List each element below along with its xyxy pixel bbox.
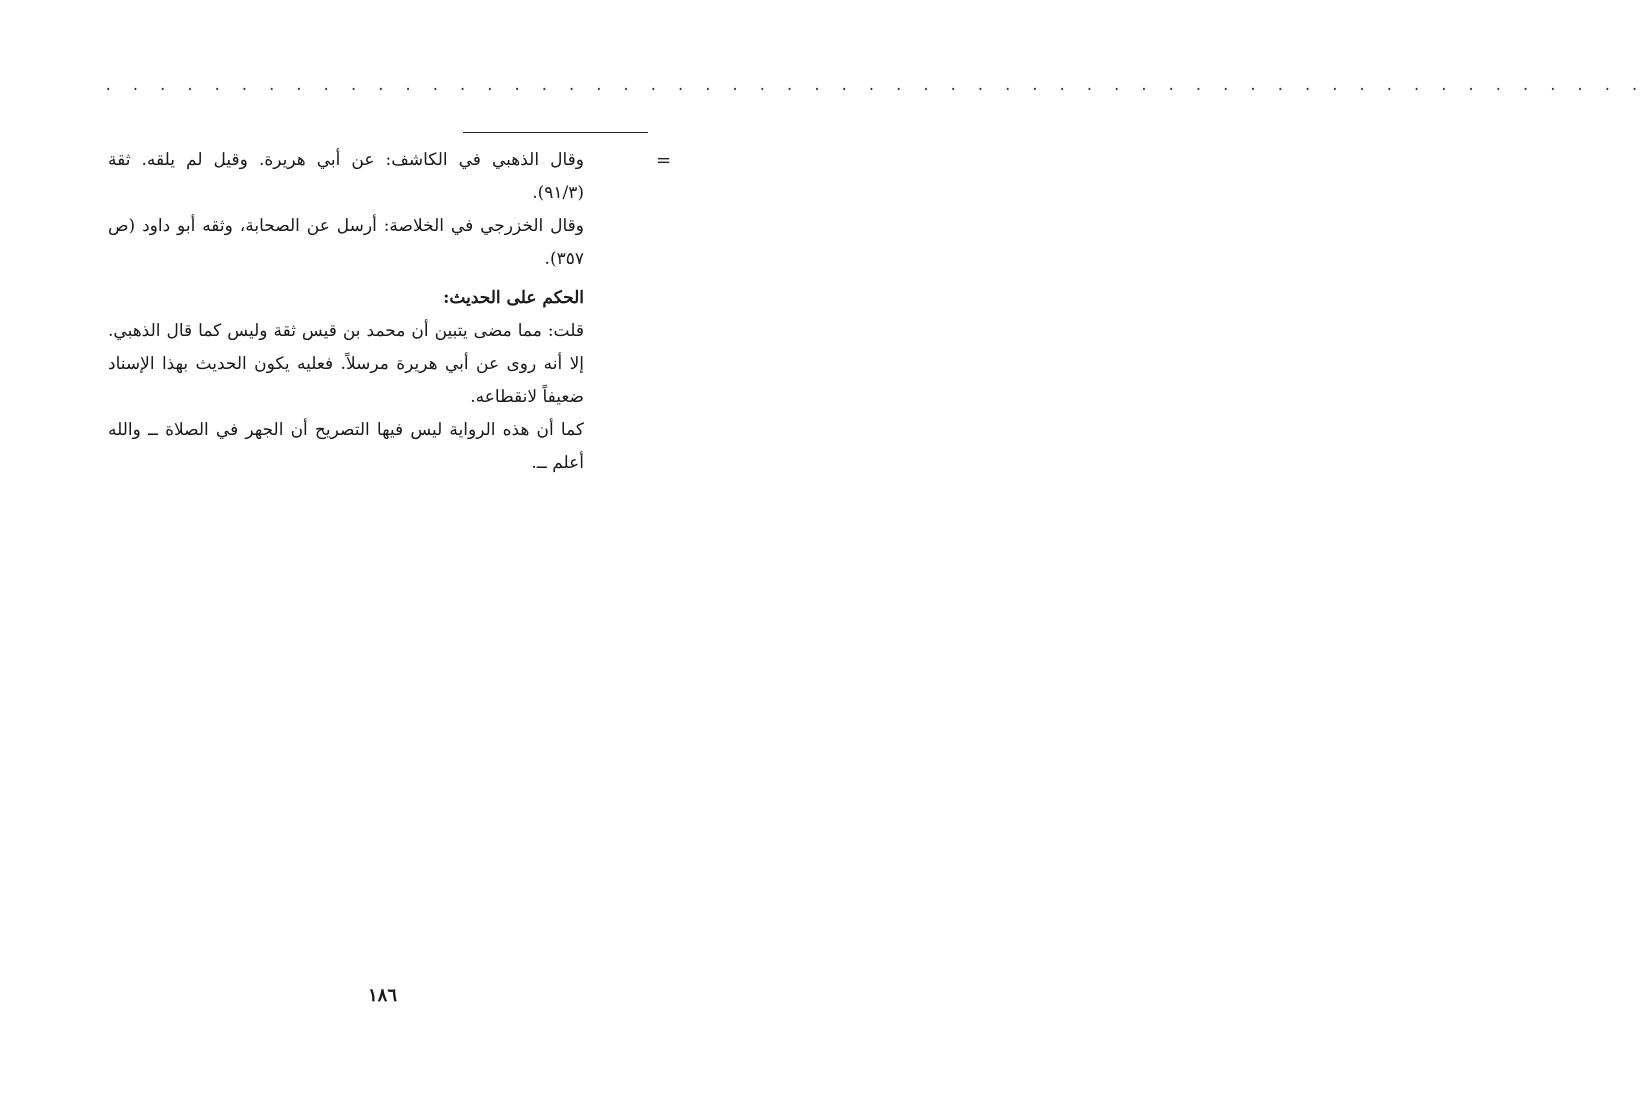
continuation-marker: = xyxy=(656,150,672,171)
section-heading: الحكم على الحديث: xyxy=(443,288,584,308)
page-number: ١٨٦ xyxy=(367,985,397,1006)
header-dotted-line: . . . . . . . . . . . . . . . . . . . . . . . . . . . . . . . . . . . . . . . . . . . . . . . . . . . . . . . . . xyxy=(104,78,1644,94)
paragraph-conclusion: كما أن هذه الرواية ليس فيها التصريح أن الجهر في الصلاة ــ والله أعلم ــ. xyxy=(108,420,584,473)
footnote-rule xyxy=(463,132,648,133)
paragraph-ruling: قلت: مما مضى يتبين أن محمد بن قيس ثقة وليس كما قال الذهبي. إلا أنه روى عن أبي هريرة مرسلاً. فعليه يكون الحديث بهذا الإسناد ضعيفاً لانقطاعه. xyxy=(108,321,584,407)
paragraph-dhahabi: وقال الذهبي في الكاشف: عن أبي هريرة. وقيل لم يلقه. ثقة (٩١/٣). xyxy=(108,150,584,203)
paragraph-khazraji: وقال الخزرجي في الخلاصة: أرسل عن الصحابة، وثقه أبو داود (ص ٣٥٧). xyxy=(108,216,584,269)
page-body xyxy=(108,144,584,480)
